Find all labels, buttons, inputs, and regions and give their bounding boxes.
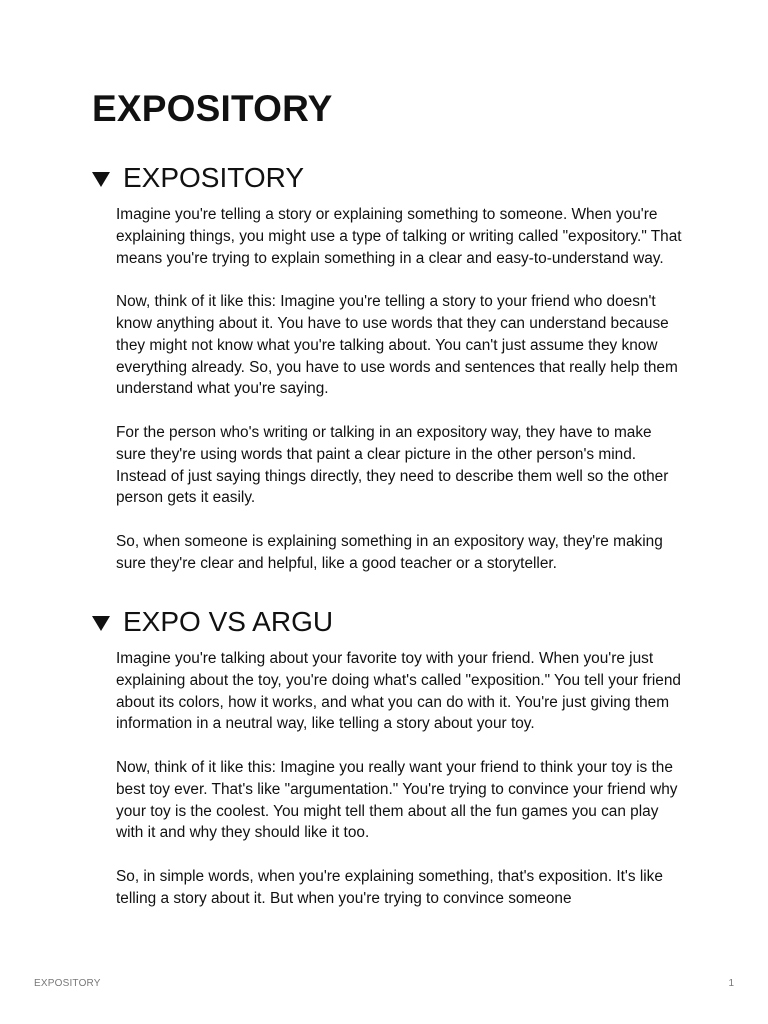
section-heading: EXPOSITORY xyxy=(123,162,305,193)
section-expository xyxy=(92,160,682,596)
section-heading: EXPO VS ARGU xyxy=(123,606,334,637)
triangle-down-icon[interactable] xyxy=(92,616,110,631)
section-body xyxy=(116,204,682,575)
paragraph: Imagine you're talking about your favorite toy with your friend. When you're just explaining about the toy, you're doing what's called "exposition." You tell your friend about its colors, how it works, and what you can do with it. You're just giving them information in a neutral way, like telling a story about your toy. xyxy=(116,650,681,733)
paragraph: Now, think of it like this: Imagine you really want your friend to think your toy is the best toy ever. That's like "argumentation." You're trying to convince your friend why your toy is the coolest. You might tell them about all the fun games you can play with it and why they should like it too. xyxy=(116,758,678,842)
page-title: EXPOSITORY xyxy=(92,88,333,129)
paragraph: So, when someone is explaining something in an expository way, they're making sure they're clear and helpful, like a good teacher or a storyteller. xyxy=(116,532,663,572)
paragraph: For the person who's writing or talking in an expository way, they have to make sure they're using words that paint a clear picture in the other person's mind. Instead of just saying things directly, they need to describe them well so the other person gets it easily. xyxy=(116,423,669,507)
section-toggle-expository[interactable] xyxy=(92,160,682,196)
paragraph: So, in simple words, when you're explaining something, that's exposition. It's like telling a story about it. But when you're trying to convince someone xyxy=(116,867,663,907)
section-body xyxy=(116,648,682,910)
section-toggle-expo-vs-argu[interactable] xyxy=(92,604,682,640)
paragraph: Now, think of it like this: Imagine you're telling a story to your friend who doesn't know anything about it. You have to use words that they can understand because they might not know what you're talking about. You can't just assume they know everything already. So, you have to use words and sentences that really help them understand what you're saying. xyxy=(116,293,678,398)
triangle-down-icon[interactable] xyxy=(92,172,110,187)
paragraph: Imagine you're telling a story or explaining something to someone. When you're explaining things, you might use a type of talking or writing called "expository." That means you're trying to explain something in a clear and easy-to-understand way. xyxy=(116,206,682,267)
footer-label: EXPOSITORY xyxy=(34,978,101,989)
page-number: 1 xyxy=(728,978,734,989)
section-expo-vs-argu xyxy=(92,604,682,931)
